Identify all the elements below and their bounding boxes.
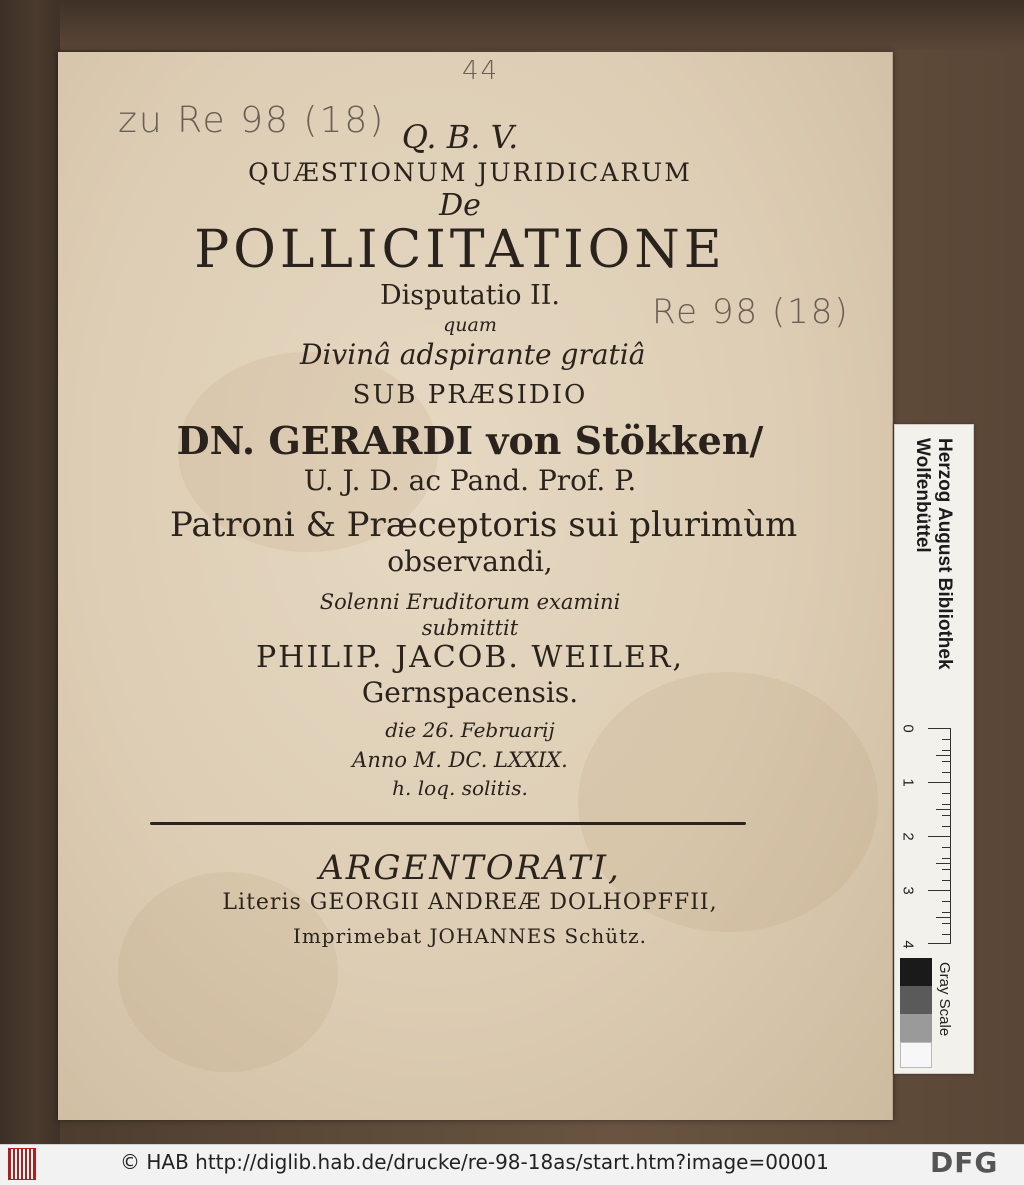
ruler-tick xyxy=(928,890,950,891)
hab-logo-icon xyxy=(8,1148,36,1180)
philip-line: PHILIP. JACOB. WEILER, xyxy=(255,640,685,675)
die-line: die 26. Februarij xyxy=(385,718,555,742)
ruler-tick xyxy=(928,943,950,944)
ruler-tick xyxy=(942,815,950,816)
ruler-tick xyxy=(942,934,950,935)
ruler-tick xyxy=(942,739,950,740)
ruler-tick xyxy=(928,782,950,783)
patroni-line: Patroni & Præceptoris sui plurimùm xyxy=(170,505,798,545)
gray-swatch-dark xyxy=(900,986,932,1014)
ruler-tick xyxy=(942,901,950,902)
ruler-tick xyxy=(942,880,950,881)
quam-line: quam xyxy=(443,314,497,336)
footer-url-text: © HAB http://diglib.hab.de/drucke/re-98-18as/start.htm?image=00001 xyxy=(120,1150,829,1174)
library-label xyxy=(912,438,955,722)
ruler-tick xyxy=(942,772,950,773)
dfg-logo: DFG xyxy=(930,1146,999,1179)
ruler-tick xyxy=(942,804,950,805)
de-line: De xyxy=(439,188,481,223)
ruler-tick xyxy=(942,761,950,762)
ruler-tick xyxy=(942,847,950,848)
gray-swatch-black xyxy=(900,958,932,986)
background-left-strip xyxy=(0,0,60,1144)
ruler-tick xyxy=(942,912,950,913)
shelfmark-right: Re 98 (18) xyxy=(652,292,850,332)
ruler-tick xyxy=(942,858,950,859)
solenni-line: Solenni Eruditorum examini xyxy=(319,590,621,614)
pollicitatione-line: POLLICITATIONE xyxy=(194,220,726,280)
gray-scale-label: Gray Scale xyxy=(936,962,953,1037)
ruler-tick xyxy=(936,755,950,756)
ruler-tick xyxy=(942,750,950,751)
gray-swatch-light xyxy=(900,1014,932,1042)
scale-digit-3: 3 xyxy=(899,886,917,895)
gerardi-line: DN. GERARDI von Stökken/ xyxy=(176,418,764,463)
divina-line: Divinâ adspirante gratiâ xyxy=(300,338,646,371)
argentorati-line: ARGENTORATI, xyxy=(319,848,621,888)
ruler-tick xyxy=(942,923,950,924)
ruler-tick xyxy=(942,826,950,827)
qbv-line: Q. B. V. xyxy=(401,118,519,156)
folio-number: 44 xyxy=(462,56,500,86)
observandi-line: observandi, xyxy=(387,545,553,578)
ruler-tick xyxy=(936,809,950,810)
library-label-line1: Herzog August Bibliothek xyxy=(934,438,955,670)
horizontal-rule xyxy=(150,822,746,825)
scale-digit-2: 2 xyxy=(899,832,917,841)
hora-line: h. loq. solitis. xyxy=(392,776,528,800)
ruler-tick xyxy=(936,917,950,918)
background-top xyxy=(0,0,1024,50)
disputatio-line: Disputatio II. xyxy=(380,280,560,311)
ruler-scale xyxy=(928,728,951,944)
sub-praesidio-line: SUB PRÆSIDIO xyxy=(352,380,588,410)
ruler-tick xyxy=(936,863,950,864)
library-label-line2: Wolfenbüttel xyxy=(912,438,933,553)
imprimebat-line: Imprimebat JOHANNES Schütz. xyxy=(292,924,648,948)
ruler-tick xyxy=(928,836,950,837)
gernspacensis-line: Gernspacensis. xyxy=(361,676,579,709)
scale-digit-0: 0 xyxy=(899,724,917,733)
anno-line: Anno M. DC. LXXIX. xyxy=(352,748,568,772)
ruler-tick xyxy=(942,793,950,794)
ruler-tick xyxy=(928,728,950,729)
ruler-tick xyxy=(942,869,950,870)
gray-swatch-white xyxy=(900,1042,932,1068)
quaestionum-line: QUÆSTIONUM JURIDICARUM xyxy=(248,158,692,187)
literis-line: Literis GEORGII ANDREÆ DOLHOPFFII, xyxy=(222,890,718,915)
submittit-line: submittit xyxy=(421,616,519,640)
scale-digit-4: 4 xyxy=(899,940,917,949)
scale-digit-1: 1 xyxy=(899,778,917,787)
shelfmark-top: zu Re 98 (18) xyxy=(118,100,386,141)
ujd-line: U. J. D. ac Pand. Prof. P. xyxy=(303,464,637,497)
